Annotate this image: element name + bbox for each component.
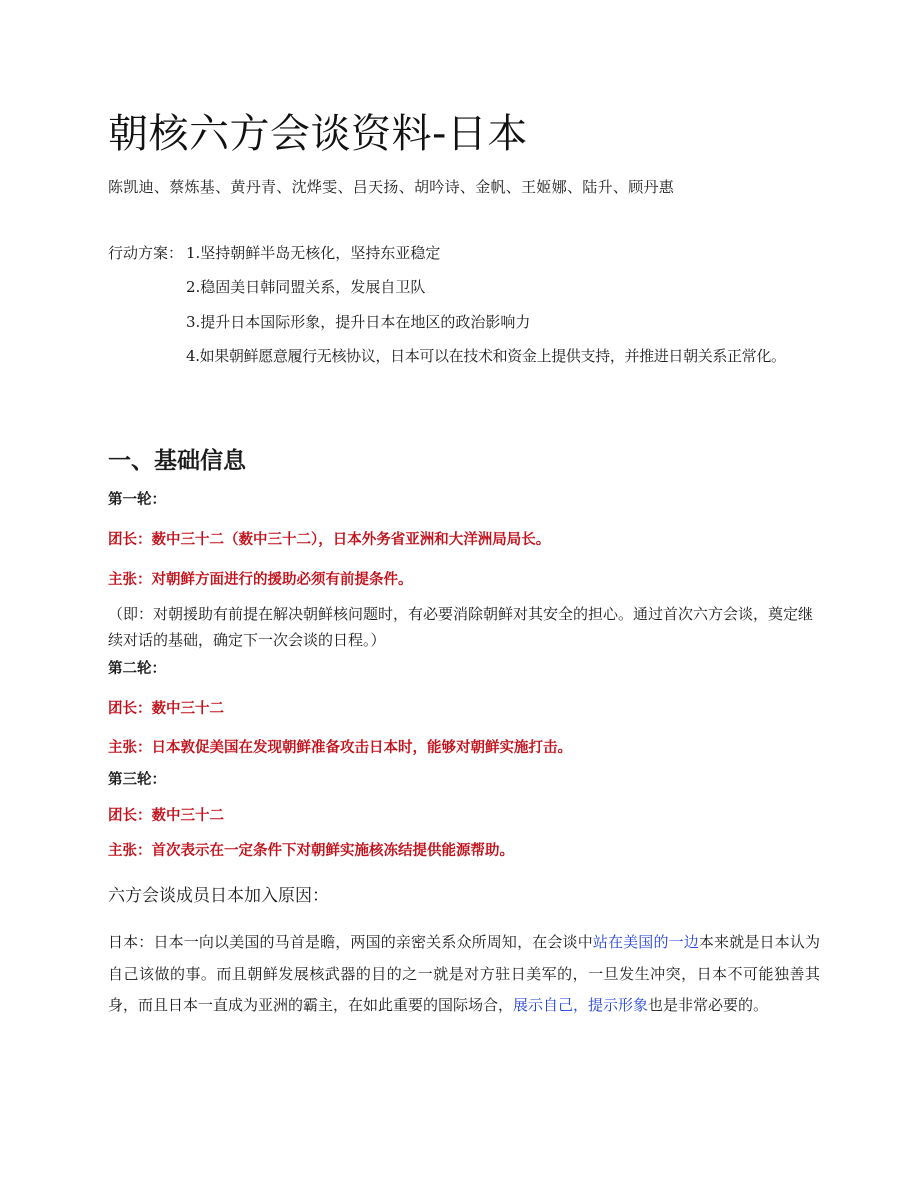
reasons-paragraph (108, 927, 820, 1022)
highlight-side-with-us: 站在美国的一边 (592, 933, 699, 951)
reasons-text-1: 日本：日本一向以美国的马首是瞻，两国的亲密关系众所周知，在会谈中 (108, 933, 593, 951)
action-plan-label: 行动方案： (108, 244, 184, 262)
round-1-position: 主张：对朝鲜方面进行的援助必须有前提条件。 (108, 572, 413, 588)
highlight-show-image: 展示自己，提示形象 (513, 996, 649, 1014)
document-title: 朝核六方会谈资料-日本 (108, 111, 528, 157)
reasons-text-2: 本来就是日本认为自己该做的事。而且朝鲜发展核武器的目的之一就是对方驻日美军的，一旦发生冲突，日本不可能独善其身，而且日本一直成为亚洲的霸主，在如此重要的国际场合， (108, 933, 820, 1014)
action-plan-item-4: 4.如果朝鲜愿意履行无核协议，日本可以在技术和资金上提供支持，并推进日朝关系正常化。 (186, 347, 786, 365)
round-3-leader: 团长：薮中三十二 (108, 808, 224, 824)
round-2-label: 第二轮： (108, 661, 166, 677)
round-3-label: 第三轮： (108, 772, 166, 788)
action-plan-item-3: 3.提升日本国际形象，提升日本在地区的政治影响力 (186, 313, 531, 331)
round-1-leader: 团长：薮中三十二（薮中三十二），日本外务省亚洲和大洋洲局局长。 (108, 532, 551, 548)
round-1-label: 第一轮： (108, 492, 166, 508)
action-plan-item-2: 2.稳固美日韩同盟关系，发展自卫队 (186, 278, 426, 296)
author-list: 陈凯迪、蔡炼基、黄丹青、沈烨雯、吕天扬、胡吟诗、金帆、王姬娜、陆升、顾丹惠 (108, 178, 675, 196)
section-heading-basic-info: 一、基础信息 (108, 448, 246, 474)
round-1-note: （即：对朝援助有前提在解决朝鲜核问题时，有必要消除朝鲜对其安全的担心。通过首次六方会谈，奠定继续对话的基础，确定下一次会谈的日程。） (108, 605, 814, 649)
reasons-text-3: 也是非常必要的。 (648, 996, 769, 1014)
round-2-position: 主张：日本敦促美国在发现朝鲜准备攻击日本时，能够对朝鲜实施打击。 (108, 740, 572, 756)
round-2-leader: 团长：薮中三十二 (108, 701, 224, 717)
reasons-heading: 六方会谈成员日本加入原因： (108, 886, 329, 906)
round-3-position: 主张：首次表示在一定条件下对朝鲜实施核冻结提供能源帮助。 (108, 843, 514, 859)
action-plan-item-1: 1.坚持朝鲜半岛无核化，坚持东亚稳定 (186, 244, 441, 262)
